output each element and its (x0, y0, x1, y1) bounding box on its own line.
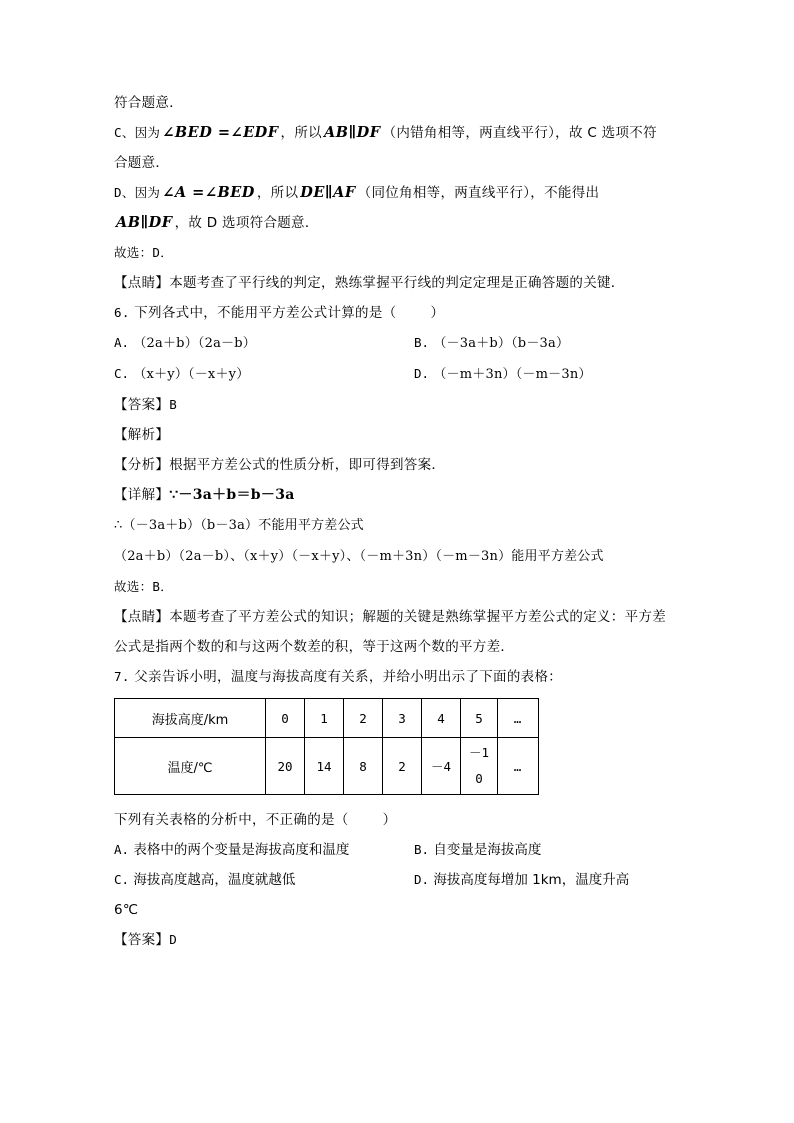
q6-option-a[interactable] (114, 328, 414, 359)
q7-option-c[interactable] (114, 865, 414, 895)
q5-option-d-suffix: （同位角相等，两直线平行），不能得出 (357, 185, 600, 201)
q6-jiexi-label: 【解析】 (114, 427, 170, 443)
q5-option-d-wrap (114, 208, 666, 238)
q5-option-d-math-2: DE∥AF (300, 184, 356, 201)
q6-fenxi-text: 根据平方差公式的性质分析，即可得到答案． (169, 457, 446, 473)
q7-option-b[interactable] (414, 835, 666, 865)
q6-option-d-label: D. (414, 366, 430, 381)
table-row-altitude (115, 699, 539, 738)
table-rowheader-temperature: 温度/℃ (115, 738, 266, 795)
q7-options-row-1 (114, 835, 666, 865)
table-rowheader-altitude: 海拔高度/km (115, 699, 266, 738)
table-cell-altitude-1: 1 (305, 699, 344, 738)
q6-option-a-expr: （2a＋b）（2a－b） (133, 336, 256, 351)
q6-xiangjie (114, 480, 666, 510)
q6-option-b-expr: （－3a＋b）（b－3a） (433, 336, 570, 351)
q6-options-row-2 (114, 359, 666, 390)
q7-prompt-close: ） (382, 812, 397, 828)
table-cell-altitude-4: 4 (422, 699, 461, 738)
q5-option-d-math-1: ∠A =∠BED (162, 184, 255, 201)
q7-prompt (114, 805, 666, 835)
q5-option-c-mid: ，所以 (280, 125, 322, 141)
q5-option-d-prefix: D、因为 (114, 185, 161, 200)
q6-able-line (114, 541, 666, 572)
table-cell-temperature-1: 14 (305, 738, 344, 795)
q6-stem-text: 下列各式中，不能用平方差公式计算的是（ (134, 305, 397, 321)
q7-option-d-label: D. (414, 872, 430, 887)
q7-answer-value: D (169, 932, 178, 947)
q7-answer-label: 【答案】 (114, 932, 170, 948)
q5-option-d-line (114, 178, 666, 208)
q5-option-c-math-2: AB∥DF (323, 124, 381, 141)
q6-dianjing: 【点睛】本题考查了平方差公式的知识；解题的关键是熟练掌握平方差公式的定义：平方差公式是指两个数的和与这两个数差的积，等于这两个数的平方差． (114, 609, 666, 655)
q5-gu-xuan: 故选：D． (114, 245, 174, 260)
table-cell-temperature-4: －4 (422, 738, 461, 795)
table-cell-temperature-5-line1: －1 (468, 745, 490, 760)
table-cell-temperature-3: 2 (383, 738, 422, 795)
table-cell-altitude-2: 2 (344, 699, 383, 738)
q7-option-b-text: 自变量是海拔高度 (433, 842, 542, 858)
q6-gu-xuan: 故选：B． (114, 579, 174, 594)
q7-option-a-text: 表格中的两个变量是海拔高度和温度 (133, 842, 350, 858)
table-cell-altitude-3: 3 (383, 699, 422, 738)
table-cell-altitude-ellipsis: … (498, 699, 539, 738)
q7-option-a[interactable] (114, 835, 414, 865)
q7-option-d-wrap: 6℃ (114, 902, 139, 918)
q6-option-b-label: B. (414, 335, 430, 350)
q6-conclusion (114, 510, 666, 541)
table-row-temperature (115, 738, 539, 795)
q7-option-a-label: A. (114, 842, 130, 857)
q5-dianjing: 【点睛】本题考查了平行线的判定，熟练掌握平行线的判定定理是正确答题的关键． (114, 275, 625, 291)
table-cell-temperature-5 (461, 738, 498, 795)
q6-xiangjie-label: 【详解】 (114, 487, 170, 503)
q7-option-d[interactable] (414, 865, 666, 895)
q5-option-c-line (114, 118, 666, 148)
table-cell-altitude-0: 0 (266, 699, 305, 738)
q5-option-d-mid: ，所以 (256, 185, 299, 201)
q6-stem-close: ） (430, 305, 445, 321)
q5-option-c-prefix: C、因为 (114, 125, 161, 140)
q6-answer-label: 【答案】 (114, 397, 170, 413)
q7-number: 7. (114, 669, 130, 684)
q7-option-d-text: 海拔高度每增加 1km，温度升高 (433, 872, 630, 888)
q7-stem-text: 父亲告诉小明，温度与海拔高度有关系，并给小明出示了下面的表格： (134, 669, 563, 685)
q5-option-c-math-1: ∠BED =∠EDF (162, 124, 279, 141)
q6-answer (114, 390, 666, 420)
q5-line-symbol: 符合题意． (114, 95, 183, 111)
q5-option-d-wrap-text: ，故 D 选项符合题意． (174, 215, 319, 231)
q6-fenxi (114, 450, 666, 480)
q6-answer-value: B (169, 397, 178, 412)
q6-conclusion-text: ∴（－3a＋b）（b－3a）不能用平方差公式 (114, 518, 364, 533)
q6-option-d[interactable] (414, 359, 666, 390)
table-cell-temperature-2: 8 (344, 738, 383, 795)
q6-option-b[interactable] (414, 328, 666, 359)
q6-option-c-expr: （x＋y）（－x＋y） (133, 367, 250, 382)
q6-stem (114, 298, 666, 328)
q7-option-c-label: C. (114, 872, 130, 887)
q5-option-d-wrap-math: AB∥DF (116, 214, 173, 231)
q6-fenxi-label: 【分析】 (114, 457, 170, 473)
q6-xiangjie-math: ∵－3a＋b＝b－3a (169, 487, 295, 503)
q6-option-c-label: C. (114, 366, 130, 381)
table-cell-temperature-5-line2: 0 (475, 771, 483, 786)
table-cell-temperature-ellipsis: … (498, 738, 539, 795)
table-cell-altitude-5: 5 (461, 699, 498, 738)
altitude-temperature-table (114, 698, 539, 795)
q6-option-d-expr: （－m＋3n）（－m－3n） (433, 367, 592, 382)
q7-option-b-label: B. (414, 842, 430, 857)
q7-option-c-text: 海拔高度越高，温度就越低 (133, 872, 296, 888)
q6-option-c[interactable] (114, 359, 414, 390)
q6-option-a-label: A. (114, 335, 130, 350)
q5-option-c-wrap: 合题意． (114, 155, 170, 171)
q6-options-row-1 (114, 328, 666, 359)
q5-option-c-suffix: （内错角相等，两直线平行），故 C 选项不符 (382, 125, 657, 141)
q7-options-row-2 (114, 865, 666, 895)
q7-answer (114, 925, 666, 955)
q7-stem (114, 662, 666, 692)
q7-prompt-text: 下列有关表格的分析中，不正确的是（ (114, 812, 349, 828)
q6-able-text: （2a＋b）（2a－b）、（x＋y）（－x＋y）、（－m＋3n）（－m－3n）能用平方差公式 (114, 549, 604, 564)
table-cell-temperature-0: 20 (266, 738, 305, 795)
q6-number: 6. (114, 305, 130, 320)
